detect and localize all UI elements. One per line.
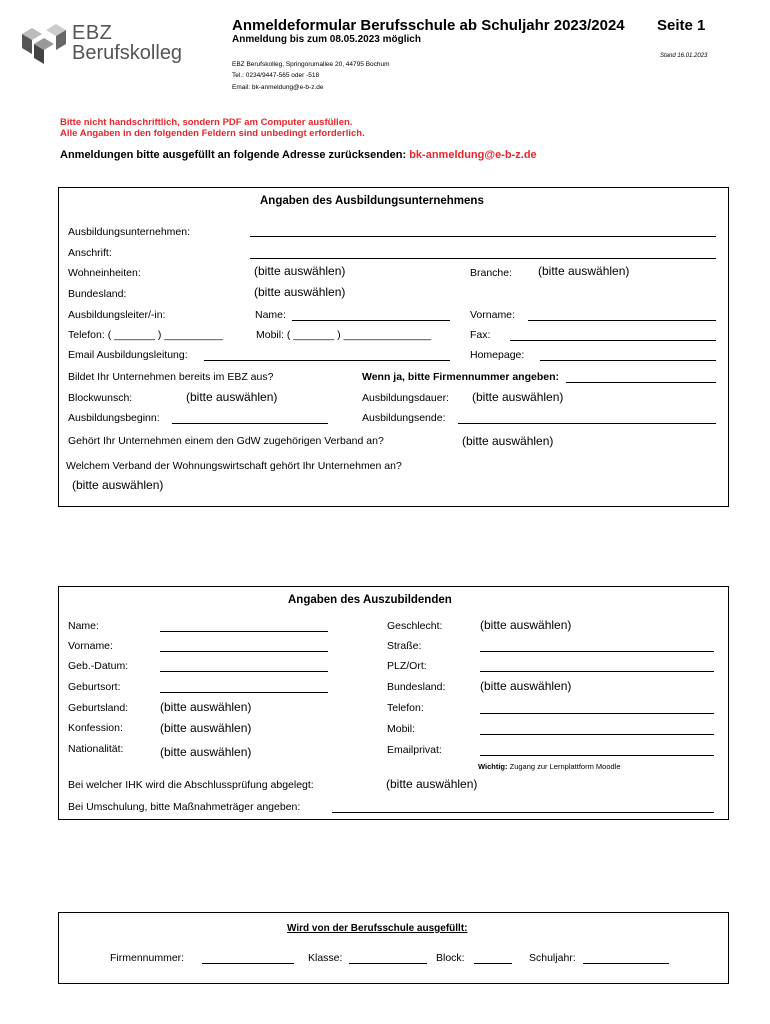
geschlecht-label: Geschlecht: — [387, 620, 443, 632]
school-email: Email: bk-anmeldung@e-b-z.de — [232, 84, 324, 91]
ausbildungsdauer-select[interactable]: (bitte auswählen) — [472, 390, 564, 404]
leiter-email-field[interactable] — [204, 360, 450, 361]
school-firmennummer-label: Firmennummer: — [110, 952, 185, 964]
nationalitaet-label: Nationalität: — [68, 743, 124, 755]
wohneinheiten-select[interactable]: (bitte auswählen) — [254, 264, 346, 278]
moodle-note-label: Wichtig: — [478, 762, 508, 771]
ebz-logo-icon — [20, 22, 70, 70]
firmennummer-field[interactable] — [566, 382, 716, 383]
plz-ort-label: PLZ/Ort: — [387, 660, 427, 672]
ihk-select[interactable]: (bitte auswählen) — [386, 777, 478, 791]
leiter-fax-field[interactable] — [510, 340, 716, 341]
firmennummer-prompt: Wenn ja, bitte Firmennummer angeben: — [362, 371, 559, 383]
gdw-select[interactable]: (bitte auswählen) — [462, 434, 554, 448]
trainee-vorname-field[interactable] — [160, 651, 328, 652]
trainee-telefon-field[interactable] — [480, 713, 714, 714]
konfession-label: Konfession: — [68, 722, 123, 734]
leiter-fax-label: Fax: — [470, 329, 491, 341]
geburtsland-select[interactable]: (bitte auswählen) — [160, 700, 252, 714]
bildet-aus-question: Bildet Ihr Unternehmen bereits im EBZ aus? — [68, 371, 274, 383]
trainee-bundesland-select[interactable]: (bitte auswählen) — [480, 679, 572, 693]
blockwunsch-label: Blockwunsch: — [68, 392, 133, 404]
instruction-line-1: Bitte nicht handschriftlich, sondern PDF am Computer ausfüllen. — [60, 117, 353, 128]
trainee-name-field[interactable] — [160, 631, 328, 632]
homepage-label: Homepage: — [470, 349, 525, 361]
send-notice-text: Anmeldungen bitte ausgefüllt an folgende Adresse zurücksenden: — [60, 149, 407, 161]
leiter-email-label: Email Ausbildungsleitung: — [68, 349, 188, 361]
send-notice-email[interactable]: bk-anmeldung@e-b-z.de — [409, 149, 537, 161]
school-schuljahr-field[interactable] — [583, 963, 669, 964]
company-name-field[interactable] — [250, 236, 716, 237]
emailprivat-field[interactable] — [480, 755, 714, 756]
logo-berufskolleg-text: Berufskolleg — [72, 42, 183, 64]
wohneinheiten-label: Wohneinheiten: — [68, 267, 141, 279]
verband-question: Welchem Verband der Wohnungswirtschaft gehört Ihr Unternehmen an? — [66, 460, 402, 472]
ihk-question: Bei welcher IHK wird die Abschlussprüfung abgelegt: — [68, 779, 314, 791]
geburtsort-label: Geburtsort: — [68, 681, 121, 693]
geschlecht-select[interactable]: (bitte auswählen) — [480, 618, 572, 632]
company-bundesland-label: Bundesland: — [68, 288, 127, 300]
ausbildungsbeginn-field[interactable] — [172, 423, 328, 424]
moodle-note-text: Zugang zur Lernplattform Moodle — [509, 762, 621, 771]
ausbildungsbeginn-label: Ausbildungsbeginn: — [68, 412, 160, 424]
logo-ebz-text: EBZ — [72, 22, 113, 44]
stand-date: Stand 16.01.2023 — [660, 53, 708, 59]
moodle-note — [478, 762, 621, 771]
trainee-bundesland-label: Bundesland: — [387, 681, 446, 693]
company-name-label: Ausbildungsunternehmen: — [68, 226, 191, 238]
send-notice — [60, 149, 537, 161]
school-klasse-field[interactable] — [349, 963, 427, 964]
leiter-mobil-field[interactable]: Mobil: ( _______ ) _______________ — [256, 329, 432, 341]
emailprivat-label: Emailprivat: — [387, 744, 442, 756]
konfession-select[interactable]: (bitte auswählen) — [160, 721, 252, 735]
company-address-label: Anschrift: — [68, 247, 112, 259]
leiter-name-field[interactable] — [292, 320, 450, 321]
school-heading: Wird von der Berufsschule ausgefüllt: — [287, 923, 468, 934]
company-address-field[interactable] — [250, 258, 716, 259]
school-schuljahr-label: Schuljahr: — [529, 952, 576, 964]
trainee-heading: Angaben des Auszubildenden — [288, 594, 452, 606]
ausbildungsende-label: Ausbildungsende: — [362, 412, 446, 424]
trainee-mobil-field[interactable] — [480, 734, 714, 735]
ausbildungsleiter-label: Ausbildungsleiter/-in: — [68, 309, 166, 321]
ausbildungsdauer-label: Ausbildungsdauer: — [362, 392, 449, 404]
geburtsort-field[interactable] — [160, 692, 328, 693]
strasse-label: Straße: — [387, 640, 422, 652]
geb-datum-field[interactable] — [160, 671, 328, 672]
company-heading: Angaben des Ausbildungsunternehmens — [260, 195, 484, 207]
verband-select[interactable]: (bitte auswählen) — [72, 478, 164, 492]
geb-datum-label: Geb.-Datum: — [68, 660, 129, 672]
deadline-subtitle: Anmeldung bis zum 08.05.2023 möglich — [232, 34, 421, 45]
school-block-label: Block: — [436, 952, 465, 964]
leiter-vorname-field[interactable] — [528, 320, 716, 321]
school-address: EBZ Berufskolleg, Springorumallee 20, 44795 Bochum — [232, 61, 390, 68]
umschulung-label: Bei Umschulung, bitte Maßnahmeträger angeben: — [68, 801, 301, 813]
company-bundesland-select[interactable]: (bitte auswählen) — [254, 285, 346, 299]
leiter-vorname-label: Vorname: — [470, 309, 515, 321]
trainee-vorname-label: Vorname: — [68, 640, 113, 652]
gdw-question: Gehört Ihr Unternehmen einem den GdW zugehörigen Verband an? — [68, 435, 384, 447]
trainee-telefon-label: Telefon: — [387, 702, 424, 714]
geburtsland-label: Geburtsland: — [68, 702, 129, 714]
trainee-name-label: Name: — [68, 620, 99, 632]
instruction-line-2: Alle Angaben in den folgenden Feldern sind unbedingt erforderlich. — [60, 128, 365, 139]
school-block-field[interactable] — [474, 963, 512, 964]
homepage-field[interactable] — [540, 360, 716, 361]
branche-select[interactable]: (bitte auswählen) — [538, 264, 630, 278]
ausbildungsende-field[interactable] — [458, 423, 716, 424]
umschulung-field[interactable] — [332, 812, 714, 813]
leiter-name-label: Name: — [255, 309, 286, 321]
nationalitaet-select[interactable]: (bitte auswählen) — [160, 745, 252, 759]
leiter-telefon-field[interactable]: Telefon: ( _______ ) __________ — [68, 329, 223, 341]
school-phone: Tel.: 0234/9447-565 oder -518 — [232, 72, 320, 79]
school-klasse-label: Klasse: — [308, 952, 343, 964]
blockwunsch-select[interactable]: (bitte auswählen) — [186, 390, 278, 404]
branche-label: Branche: — [470, 267, 513, 279]
form-title: Anmeldeformular Berufsschule ab Schuljahr 2023/2024 — [232, 17, 625, 34]
page-number: Seite 1 — [657, 17, 706, 34]
plz-ort-field[interactable] — [480, 671, 714, 672]
strasse-field[interactable] — [480, 651, 714, 652]
trainee-mobil-label: Mobil: — [387, 723, 416, 735]
school-firmennummer-field[interactable] — [202, 963, 294, 964]
